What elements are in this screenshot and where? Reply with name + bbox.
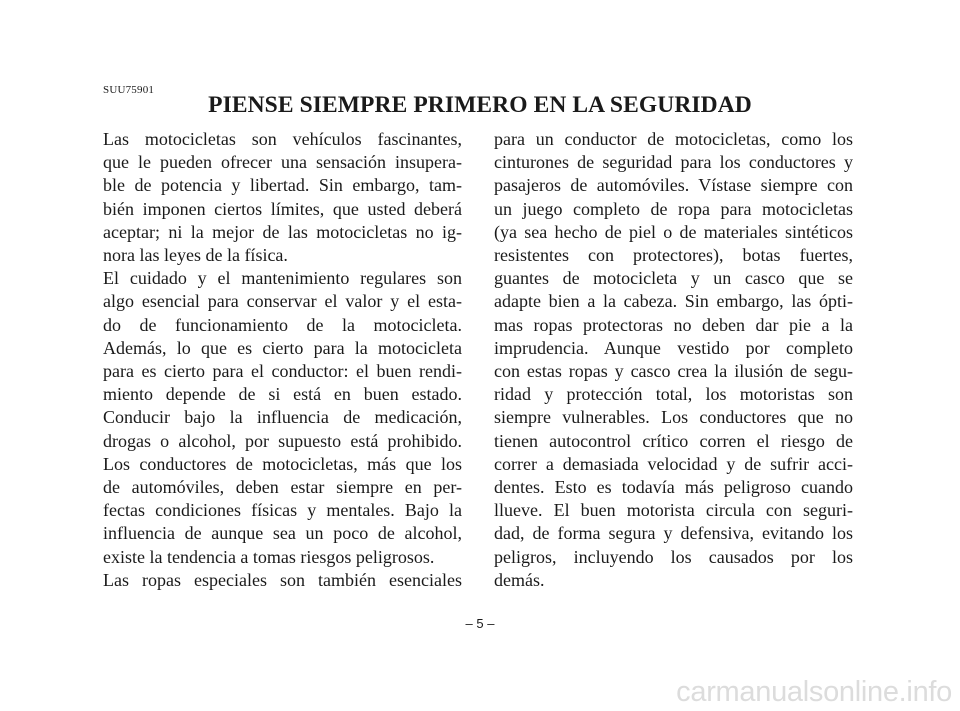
text-line: existe la tendencia a tomas riesgos peligrosos. — [103, 546, 435, 567]
text-line: drogas o alcohol, por supuesto está prohibido. — [103, 430, 462, 451]
text-line: dad, de forma segura y defensiva, evitando los — [494, 523, 853, 544]
text-line: guantes de motocicleta y un casco que se — [494, 268, 853, 289]
text-line: con estas ropas y casco crea la ilusión de segu- — [494, 361, 853, 382]
text-line: peligros, incluyendo los causados por los — [494, 546, 853, 567]
text-line: Las motocicletas son vehículos fascinantes, — [103, 129, 462, 149]
text-line: (ya sea hecho de piel o de materiales sintéticos — [494, 221, 853, 242]
text-line: dentes. Esto es todavía más peligroso cuando — [494, 477, 853, 498]
left-column — [103, 128, 462, 592]
text-line: bién imponen ciertos límites, que usted deberá — [103, 198, 462, 219]
text-line: correr a demasiada velocidad y de sufrir acci- — [494, 453, 853, 474]
text-line: un juego completo de ropa para motocicletas — [494, 198, 853, 219]
text-line: llueve. El buen motorista circula con seguri- — [494, 500, 853, 521]
text-line: do de funcionamiento de la motocicleta. — [103, 314, 462, 335]
right-column — [494, 128, 853, 592]
text-line: aceptar; ni la mejor de las motocicletas no ig- — [103, 221, 462, 242]
text-line: siempre vulnerables. Los conductores que no — [494, 407, 853, 428]
text-line: de automóviles, deben estar siempre en per- — [103, 477, 462, 498]
text-line: Los conductores de motocicletas, más que los — [103, 453, 462, 474]
text-line: adapte bien a la cabeza. Sin embargo, las ópti- — [494, 291, 853, 312]
text-line: ridad y protección total, los motoristas son — [494, 384, 853, 405]
text-line: fectas condiciones físicas y mentales. Bajo la — [103, 500, 462, 521]
text-line: ble de potencia y libertad. Sin embargo, tam- — [103, 175, 462, 196]
text-line: nora las leyes de la física. — [103, 245, 288, 266]
text-line: resistentes con protectores), botas fuertes, — [494, 245, 853, 266]
text-line: cinturones de seguridad para los conductores y — [494, 152, 853, 173]
page-number: – 5 – — [465, 616, 495, 631]
text-line: para un conductor de motocicletas, como los — [494, 129, 853, 149]
text-line: miento depende de si está en buen estado. — [103, 384, 462, 405]
text-line: imprudencia. Aunque vestido por completo — [494, 337, 853, 358]
text-line: Además, lo que es cierto para la motocicleta — [103, 337, 462, 358]
section-code: SUU75901 — [103, 84, 155, 96]
text-line: mas ropas protectoras no deben dar pie a la — [494, 314, 853, 335]
text-line: El cuidado y el mantenimiento regulares son — [103, 268, 462, 289]
text-line: para es cierto para el conductor: el buen rendi- — [103, 361, 462, 382]
watermark: carmanualsonline.info — [676, 676, 952, 708]
text-line: algo esencial para conservar el valor y el esta- — [103, 291, 462, 312]
text-line: influencia de aunque sea un poco de alcohol, — [103, 523, 462, 544]
text-line: demás. — [494, 569, 545, 590]
page-title: PIENSE SIEMPRE PRIMERO EN LA SEGURIDAD — [208, 92, 752, 118]
text-line: pasajeros de automóviles. Vístase siempre con — [494, 175, 853, 196]
text-line: Conducir bajo la influencia de medicación, — [103, 407, 462, 428]
text-line: que le pueden ofrecer una sensación insupera- — [103, 152, 462, 173]
text-line: tienen autocontrol crítico corren el riesgo de — [494, 430, 853, 451]
text-line: Las ropas especiales son también esenciales — [103, 569, 462, 590]
